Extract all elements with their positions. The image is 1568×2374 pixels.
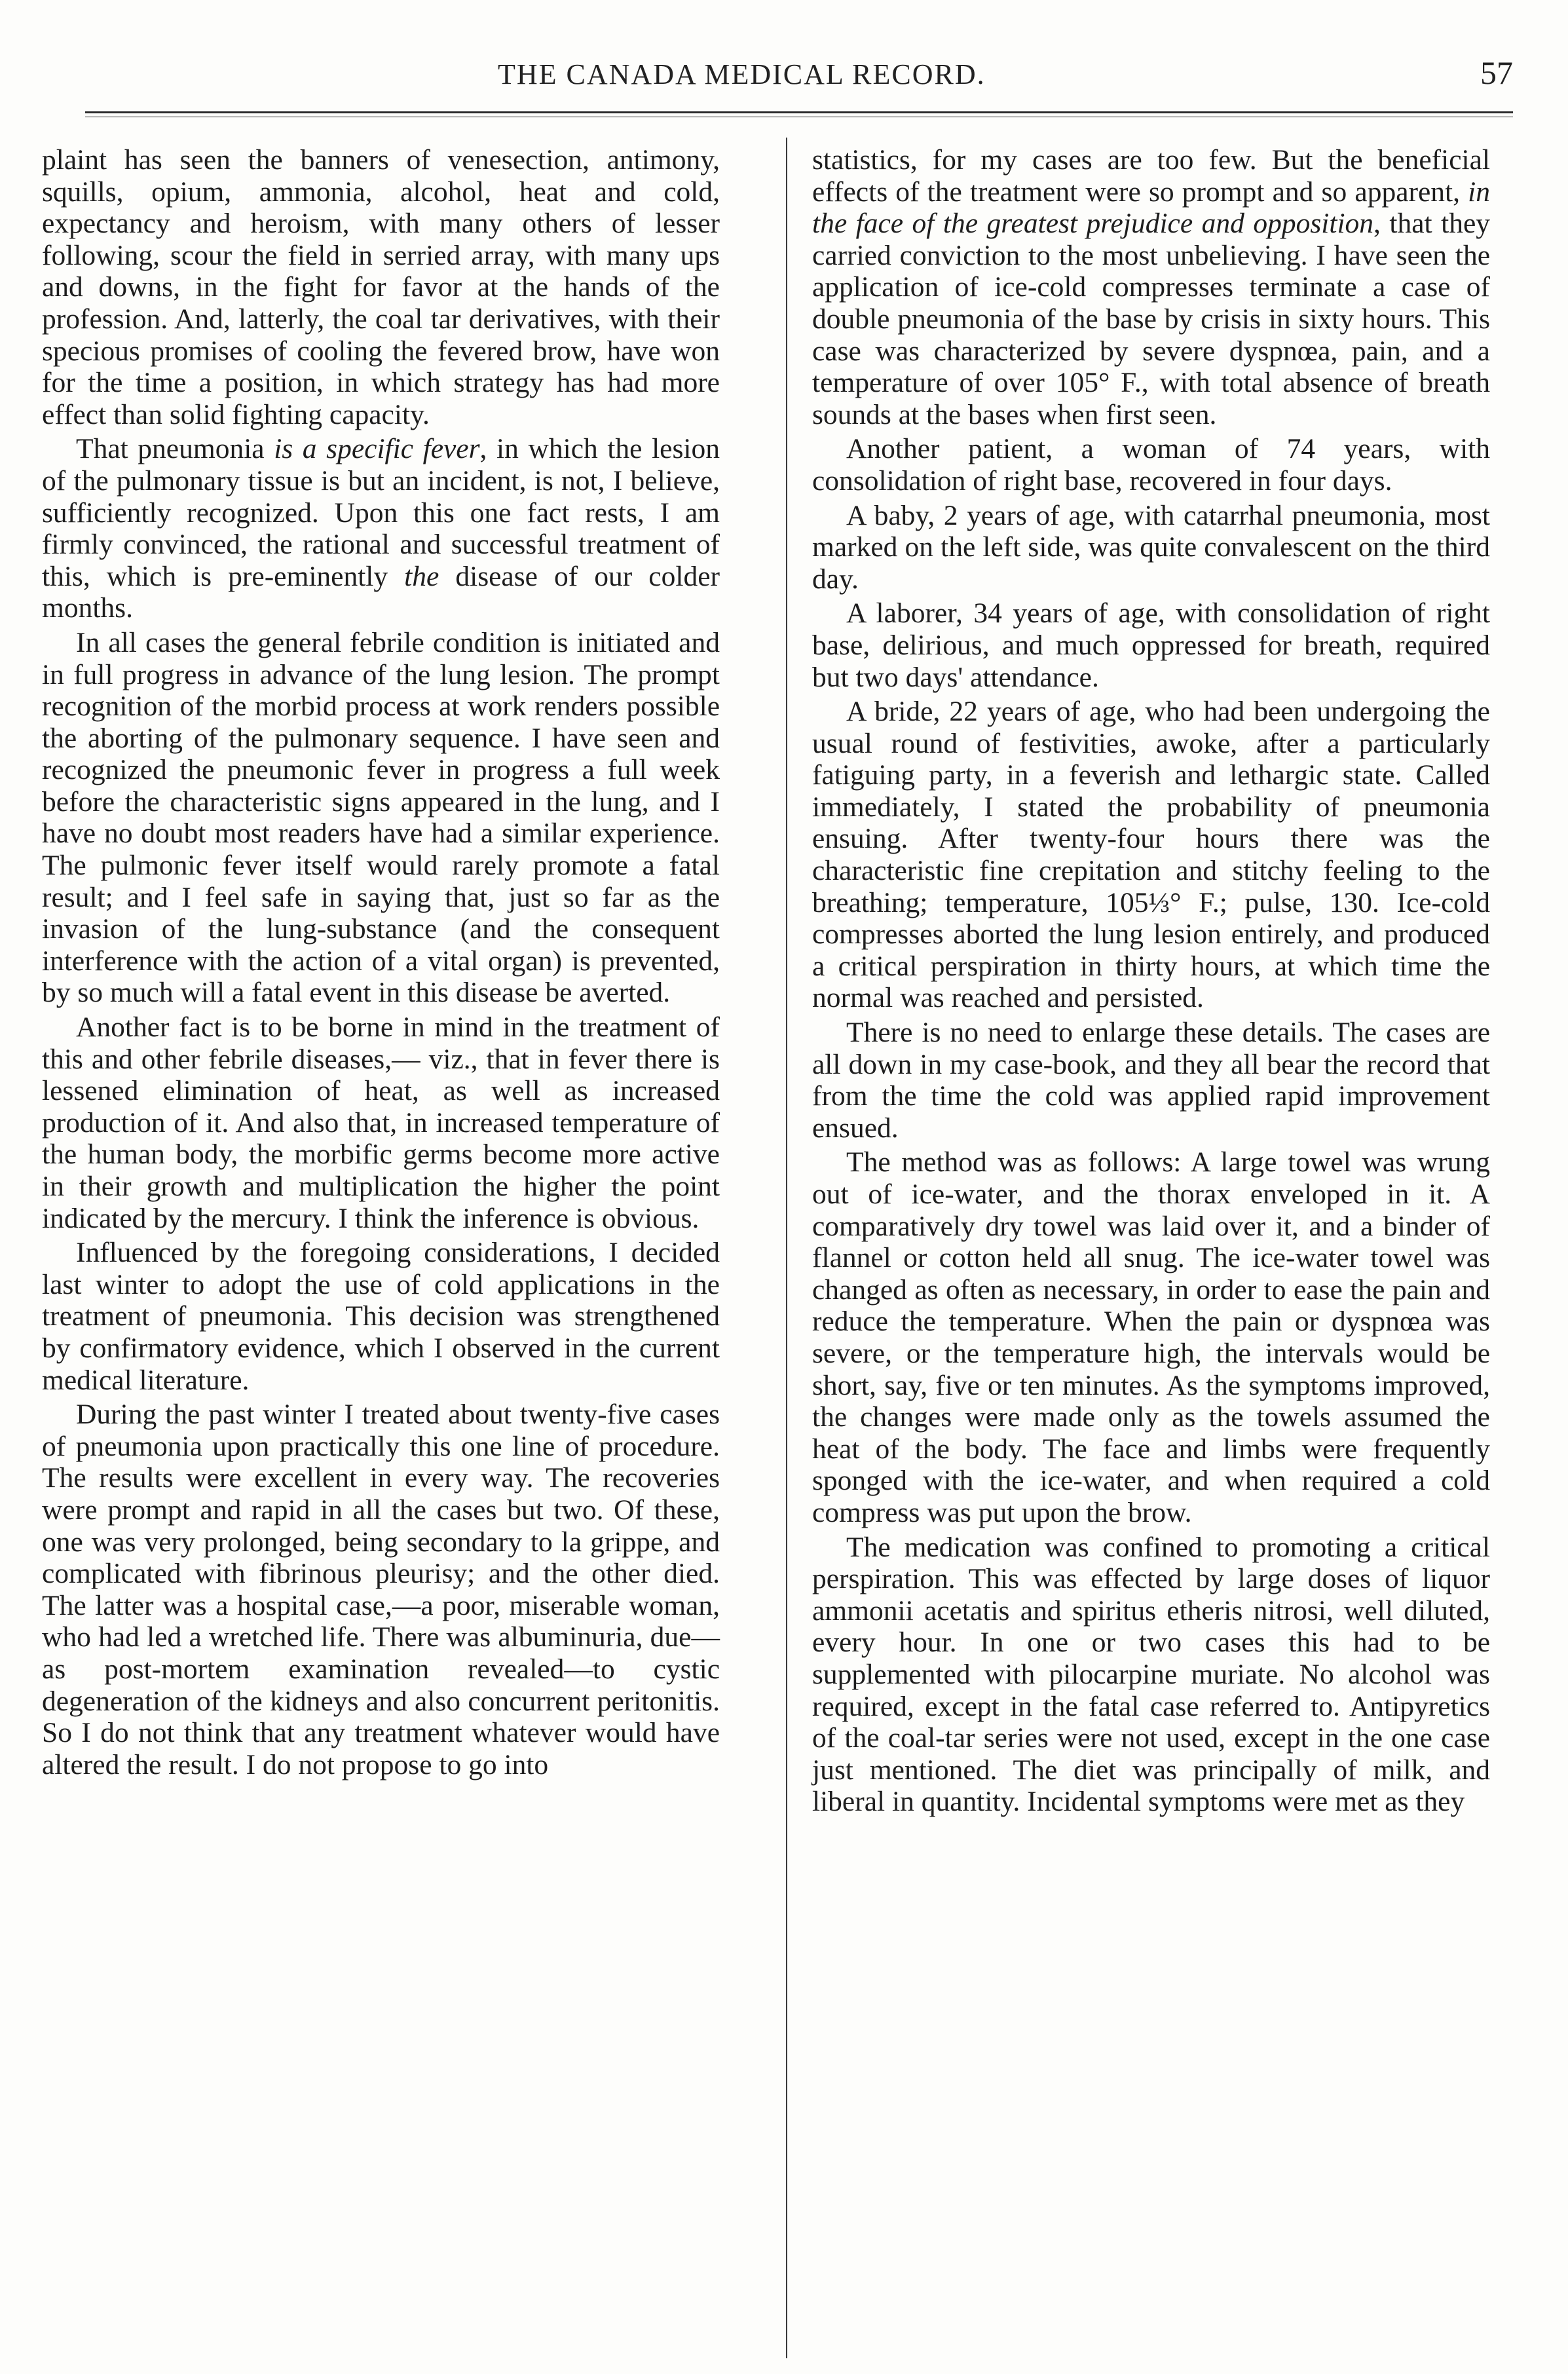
paragraph: A laborer, 34 years of age, with consolidation of right base, delirious, and much oppressed for breath, required but two days' attendance.	[812, 597, 1490, 693]
column-divider	[786, 138, 787, 2358]
italic-run: the	[404, 560, 439, 592]
paragraph: Another fact is to be borne in mind in the treatment of this and other febrile diseases,— viz., that in fever there is lessened elimination of heat, as well as increased production of it. And also that, in increased temperature of the human body, the morbific germs become more active in their growth and multiplication the higher the point indicated by the mercury. I think the inference is obvious.	[42, 1011, 720, 1234]
right-column	[812, 144, 1490, 1820]
paragraph: Influenced by the foregoing considerations, I decided last winter to adopt the use of cold applications in the treatment of pneumonia. This decision was strengthened by confirmatory evidence, which I observed in the current medical literature.	[42, 1237, 720, 1396]
text-run: statistics, for my cases are too few. But the beneficial effects of the treatment were so prompt and so apparent,	[812, 144, 1490, 208]
paragraph: The method was as follows: A large towel was wrung out of ice-water, and the thorax enveloped in it. A comparatively dry towel was laid over it, and a binder of flannel or cotton held all snug. The ice-water towel was changed as often as necessary, in order to ease the pain and reduce the temperature. When the pain or dyspnœa was severe, or the temperature high, the intervals would be short, say, five or ten minutes. As the symptoms improved, the changes were made only as the towels assumed the heat of the body. The face and limbs were frequently sponged with the ice-water, and when required a cold compress was put upon the brow.	[812, 1146, 1490, 1528]
header-rule	[85, 111, 1513, 113]
text-run: , that they carried conviction to the most unbelieving. I have seen the application of ice-cold compresses terminate a case of double pneumonia of the base by crisis in sixty hours. This case was characterized by severe dyspnœa, pain, and a temperature of over 105° F., with total absence of breath sounds at the bases when first seen.	[812, 208, 1490, 430]
paragraph: During the past winter I treated about twenty-five cases of pneumonia upon practically this one line of procedure. The results were excellent in every way. The recoveries were prompt and rapid in all the cases but two. Of these, one was very prolonged, being secondary to la grippe, and complicated with fibrinous pleurisy; and the other died. The latter was a hospital case,—a poor, miserable woman, who had led a wretched life. There was albuminuria, due—as post-mortem examination revealed—to cystic degeneration of the kidneys and also concurrent peritonitis. So I do not think that any treatment whatever would have altered the result. I do not propose to go into	[42, 1399, 720, 1780]
text-run: , in which the lesion of the pulmonary tissue is but an incident, is not, I believe, sufficiently recognized. Upon this one fact rests, I am firmly convinced, the rational and successful treatment of this, which is pre-eminently	[42, 433, 720, 592]
paragraph: A bride, 22 years of age, who had been undergoing the usual round of festivities, awoke, after a particularly fatiguing party, in a feverish and lethargic state. Called immediately, I stated the probability of pneumonia ensuing. After twenty-four hours there was the characteristic fine crepitation and stitchy feeling to the breathing; temperature, 105⅓° F.; pulse, 130. Ice-cold compresses aborted the lung lesion entirely, and produced a critical perspiration in thirty hours, at which time the normal was reached and persisted.	[812, 696, 1490, 1014]
running-head: THE CANADA MEDICAL RECORD.	[498, 58, 986, 90]
paragraph: The medication was confined to promoting a critical perspiration. This was effected by large doses of liquor ammonii acetatis and spiritus etheris nitrosi, well diluted, every hour. In one or two cases this had to be supplemented with pilocarpine muriate. No alcohol was required, except in the fatal case referred to. Antipyretics of the coal-tar series were not used, except in the one case just mentioned. The diet was principally of milk, and liberal in quantity. Incidental symptoms were met as they	[812, 1531, 1490, 1818]
text-run: disease of our colder months.	[42, 560, 720, 624]
paragraph: A baby, 2 years of age, with catarrhal pneumonia, most marked on the left side, was quite convalescent on the third day.	[812, 499, 1490, 595]
paragraph: In all cases the general febrile condition is initiated and in full progress in advance of the lung lesion. The prompt recognition of the morbid process at work renders possible the aborting of the pulmonary sequence. I have seen and recognized the pneumonic fever in progress a full week before the characteristic signs appeared in the lung, and I have no doubt most readers have had a similar experience. The pulmonic fever itself would rarely promote a fatal result; and I feel safe in saying that, just so far as the invasion of the lung-substance (and the consequent interference with the action of a vital organ) is prevented, by so much will a fatal event in this disease be averted.	[42, 626, 720, 1009]
paragraph: Another patient, a woman of 74 years, with consolidation of right base, recovered in four days.	[812, 433, 1490, 497]
paragraph: plaint has seen the banners of venesection, antimony, squills, opium, ammonia, alcohol, heat and cold, expectancy and heroism, with many others of lesser following, scour the field in serried array, with many ups and downs, in the fight for favor at the hands of the profession. And, latterly, the coal tar derivatives, with their specious promises of cooling the fevered brow, have won for the time a position, in which strategy has had more effect than solid fighting capacity.	[42, 144, 720, 430]
text-run: That pneumonia	[76, 433, 274, 465]
paragraph	[42, 433, 720, 624]
paragraph: There is no need to enlarge these details. The cases are all down in my case-book, and they all bear the record that from the time the cold was applied rapid improvement ensued.	[812, 1017, 1490, 1144]
italic-run: is a specific fever	[274, 433, 480, 465]
italic-run: in the face of the greatest prejudice and opposition	[812, 176, 1490, 240]
left-column	[42, 144, 720, 1783]
page-number: 57	[1480, 54, 1513, 91]
paragraph	[812, 144, 1490, 430]
